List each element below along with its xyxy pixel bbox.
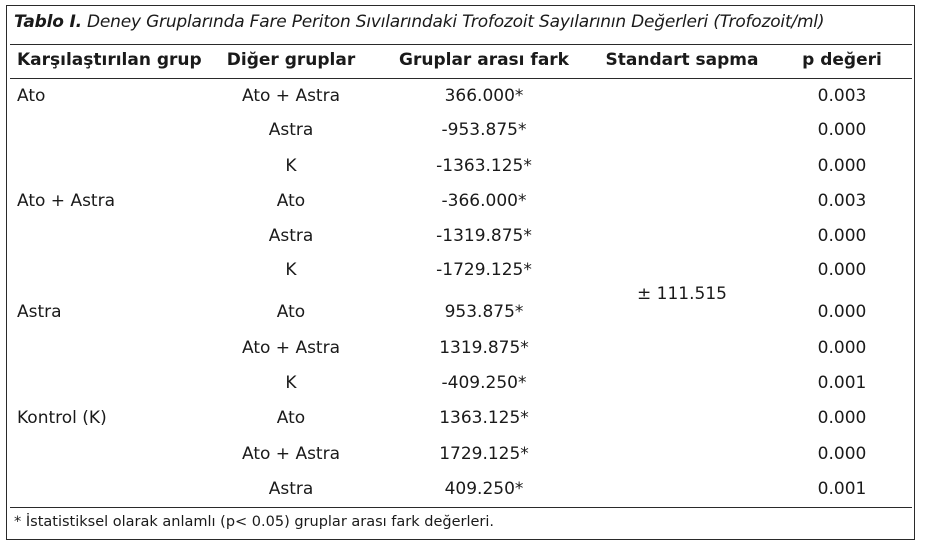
table-row-diff: -409.250* [441, 373, 527, 393]
table-title-text: Deney Gruplarında Fare Periton Sıvılarındaki Trofozoit Sayılarının Değerleri (Trofozoit/ml) [81, 12, 825, 32]
table-row-p: 0.000 [817, 338, 867, 358]
table-row-other: K [285, 156, 297, 176]
table-row-p: 0.000 [817, 156, 867, 176]
table-row-other: Astra [268, 120, 314, 140]
table-row-other: Ato + Astra [241, 444, 341, 464]
header-p-value: p değeri [802, 50, 882, 70]
table-row-diff: 366.000* [444, 86, 524, 106]
standard-deviation-value: ± 111.515 [637, 284, 727, 304]
table-row-p: 0.001 [817, 479, 867, 499]
table-row-other: Ato + Astra [241, 86, 341, 106]
table-header-rule [10, 78, 912, 79]
table-row-p: 0.000 [817, 444, 867, 464]
group-label-ato-astra: Ato + Astra [17, 191, 116, 211]
table-row-diff: -366.000* [441, 191, 527, 211]
group-label-astra: Astra [17, 302, 62, 322]
table-row-diff: -1729.125* [436, 260, 532, 280]
table-bottom-rule [10, 507, 912, 508]
group-label-control: Kontrol (K) [17, 408, 107, 428]
table-row-other: Ato [276, 302, 306, 322]
header-standard-deviation: Standart sapma [605, 50, 759, 70]
table-title [14, 12, 824, 32]
table-row-diff: 409.250* [444, 479, 524, 499]
table-row-diff: -953.875* [441, 120, 527, 140]
table-row-other: Astra [268, 226, 314, 246]
table-row-p: 0.000 [817, 120, 867, 140]
table-row-other: Ato [276, 408, 306, 428]
table-row-diff: -1319.875* [436, 226, 532, 246]
table-row-p: 0.003 [817, 191, 867, 211]
table-row-p: 0.001 [817, 373, 867, 393]
table-row-diff: -1363.125* [436, 156, 532, 176]
table-row-other: Ato + Astra [241, 338, 341, 358]
group-label-ato: Ato [17, 86, 46, 106]
table-row-p: 0.003 [817, 86, 867, 106]
table-row-diff: 1319.875* [439, 338, 529, 358]
table-row-p: 0.000 [817, 226, 867, 246]
table-title-label: Tablo I. [14, 12, 82, 32]
table-footnote: * İstatistiksel olarak anlamlı (p< 0.05) gruplar arası fark değerleri. [14, 514, 495, 530]
table-top-rule [10, 44, 912, 45]
table-row-diff: 1729.125* [439, 444, 529, 464]
table-row-other: K [285, 373, 297, 393]
table-row-other: Astra [268, 479, 314, 499]
table-row-p: 0.000 [817, 260, 867, 280]
header-group-difference: Gruplar arası fark [399, 50, 569, 70]
table-row-p: 0.000 [817, 408, 867, 428]
header-other-groups: Diğer gruplar [226, 50, 356, 70]
table-row-diff: 953.875* [444, 302, 524, 322]
table-row-other: K [285, 260, 297, 280]
table-row-p: 0.000 [817, 302, 867, 322]
table-row-other: Ato [276, 191, 306, 211]
header-compared-group: Karşılaştırılan grup [17, 50, 202, 70]
table-row-diff: 1363.125* [439, 408, 529, 428]
